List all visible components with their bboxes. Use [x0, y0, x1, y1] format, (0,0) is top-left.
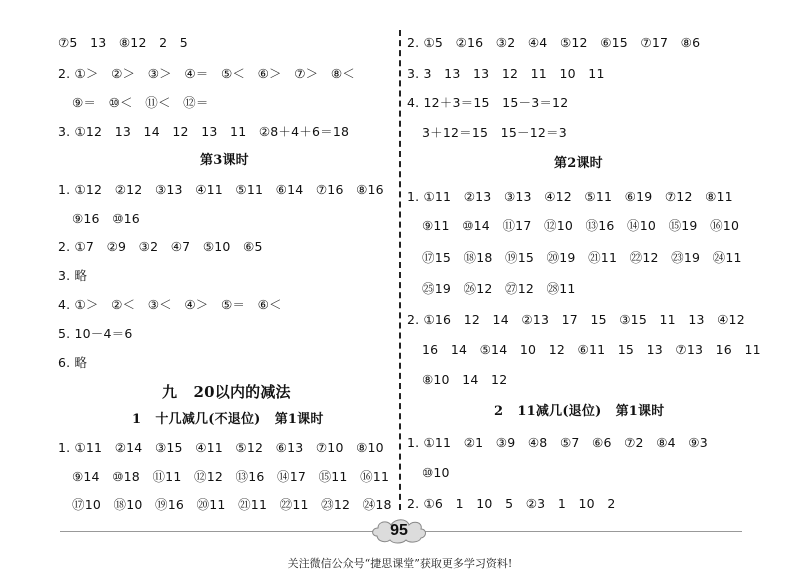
answer-line: 1. ①11 ②1 ③9 ④8 ⑤7 ⑥6 ⑦2 ⑧4 ⑨3 [407, 435, 708, 450]
footer-rule-left [60, 531, 378, 532]
answer-line: 3. ①12 13 14 12 13 11 ②8＋4＋6＝18 [58, 124, 350, 139]
answer-line: 3. 略 [58, 268, 88, 283]
answer-line: ⑰10 ⑱10 ⑲16 ⑳11 ㉑11 ㉒11 ㉓12 ㉔18 [72, 497, 392, 512]
section-heading: 第3课时 [200, 153, 249, 168]
answer-line: 4. ①＞ ②＜ ③＜ ④＞ ⑤＝ ⑥＜ [58, 297, 282, 312]
column-divider [399, 30, 401, 510]
page-number: 95 [390, 522, 408, 539]
answer-line: ⑨＝ ⑩＜ ⑪＜ ⑫＝ [72, 95, 209, 110]
page-number-badge [369, 516, 429, 546]
answer-line: 2. ①16 12 14 ②13 17 15 ③15 11 13 ④12 [407, 312, 745, 327]
answer-line: 3. 3 13 13 12 11 10 11 [407, 66, 605, 81]
chapter-title: 九 20以内的减法 [162, 383, 291, 401]
answer-line: 1. ①11 ②13 ③13 ④12 ⑤11 ⑥19 ⑦12 ⑧11 [407, 189, 733, 204]
answer-line: 2. ①＞ ②＞ ③＞ ④＝ ⑤＜ ⑥＞ ⑦＞ ⑧＜ [58, 66, 355, 81]
answer-line: ⑨16 ⑩16 [72, 211, 140, 226]
answer-line: 2. ①7 ②9 ③2 ④7 ⑤10 ⑥5 [58, 239, 263, 254]
footer-rule-right [420, 531, 742, 532]
answer-line: 2. ①5 ②16 ③2 ④4 ⑤12 ⑥15 ⑦17 ⑧6 [407, 35, 701, 50]
answer-line: ⑰15 ⑱18 ⑲15 ⑳19 ㉑11 ㉒12 ㉓19 ㉔11 [422, 250, 742, 265]
section-heading: 1 十几减几(不退位) 第1课时 [132, 412, 324, 427]
answer-line: 2. ①6 1 10 5 ②3 1 10 2 [407, 496, 616, 511]
answer-line: 4. 12＋3＝15 15－3＝12 [407, 95, 569, 110]
footer-note: 关注微信公众号“捷思课堂”获取更多学习资料! [287, 557, 513, 570]
answer-line: 3＋12＝15 15－12＝3 [422, 125, 567, 140]
section-heading: 第2课时 [554, 156, 603, 171]
section-heading: 2 11减几(退位) 第1课时 [494, 404, 665, 419]
answer-line: ⑧10 14 12 [422, 372, 508, 387]
answer-line: 1. ①12 ②12 ③13 ④11 ⑤11 ⑥14 ⑦16 ⑧16 [58, 182, 384, 197]
answer-line: ㉕19 ㉖12 ㉗12 ㉘11 [422, 281, 576, 296]
answer-line: ⑨14 ⑩18 ⑪11 ⑫12 ⑬16 ⑭17 ⑮11 ⑯11 [72, 469, 390, 484]
answer-line: 6. 略 [58, 355, 88, 370]
answer-line: ⑩10 [422, 465, 450, 480]
answer-line: 5. 10－4＝6 [58, 326, 133, 341]
answer-line: ⑦5 13 ⑧12 2 5 [58, 35, 188, 50]
answer-line: 1. ①11 ②14 ③15 ④11 ⑤12 ⑥13 ⑦10 ⑧10 [58, 440, 384, 455]
answer-line: ⑨11 ⑩14 ⑪17 ⑫10 ⑬16 ⑭10 ⑮19 ⑯10 [422, 218, 740, 233]
answer-line: 16 14 ⑤14 10 12 ⑥11 15 13 ⑦13 16 11 [422, 342, 761, 357]
